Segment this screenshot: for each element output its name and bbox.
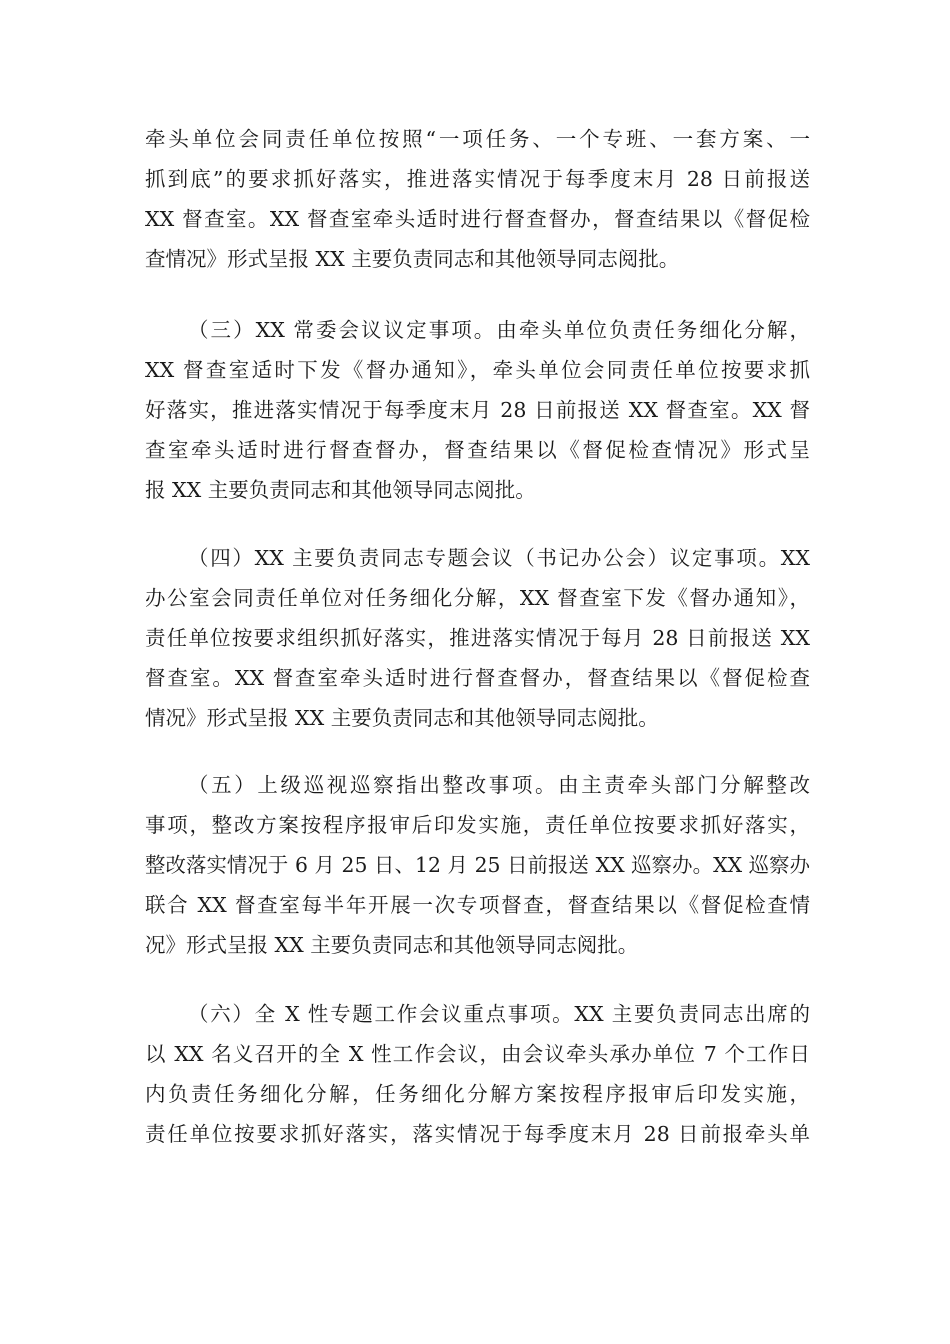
text-line: 以 XX 名义召开的全 X 性工作会议，由会议牵头承办单位 7 个工作日 — [145, 1042, 810, 1066]
paragraph-continuation — [145, 119, 810, 279]
paragraph-item-5 — [145, 765, 810, 965]
text-line: （六）全 X 性专题工作会议重点事项。XX 主要负责同志出席的 — [188, 1002, 810, 1026]
text-line: 督查室。XX 督查室牵头适时进行督查督办，督查结果以《督促检查 — [145, 666, 810, 690]
text-line: 情况》形式呈报 XX 主要负责同志和其他领导同志阅批。 — [145, 706, 659, 730]
text-line: （五）上级巡视巡察指出整改事项。由主责牵头部门分解整改 — [188, 773, 810, 797]
text-line: XX 督查室适时下发《督办通知》，牵头单位会同责任单位按要求抓 — [145, 358, 810, 382]
text-line: 责任单位按要求组织抓好落实，推进落实情况于每月 28 日前报送 XX — [145, 626, 810, 650]
text-line: 牵头单位会同责任单位按照“一项任务、一个专班、一套方案、一 — [145, 127, 810, 151]
text-line: 况》形式呈报 XX 主要负责同志和其他领导同志阅批。 — [145, 933, 639, 957]
text-line: 内负责任务细化分解，任务细化分解方案按程序报审后印发实施， — [145, 1082, 810, 1106]
text-line: 好落实，推进落实情况于每季度末月 28 日前报送 XX 督查室。XX 督 — [145, 398, 810, 422]
text-line: 查室牵头适时进行督查督办，督查结果以《督促检查情况》形式呈 — [145, 438, 810, 462]
text-line: 抓到底”的要求抓好落实，推进落实情况于每季度末月 28 日前报送 — [145, 167, 810, 191]
text-line: 办公室会同责任单位对任务细化分解，XX 督查室下发《督办通知》， — [145, 586, 810, 610]
text-line: 整改落实情况于 6 月 25 日、12 月 25 日前报送 XX 巡察办。XX 巡察办 — [145, 853, 810, 877]
text-line: （四）XX 主要负责同志专题会议（书记办公会）议定事项。XX — [188, 546, 810, 570]
text-line: XX 督查室。XX 督查室牵头适时进行督查督办，督查结果以《督促检 — [145, 207, 810, 231]
text-line: 责任单位按要求抓好落实，落实情况于每季度末月 28 日前报牵头单 — [145, 1122, 810, 1146]
text-line: 报 XX 主要负责同志和其他领导同志阅批。 — [145, 478, 536, 502]
paragraph-item-3 — [145, 310, 810, 510]
paragraph-item-6 — [145, 994, 810, 1154]
text-line: 查情况》形式呈报 XX 主要负责同志和其他领导同志阅批。 — [145, 247, 680, 271]
text-line: （三）XX 常委会议议定事项。由牵头单位负责任务细化分解， — [188, 318, 810, 342]
text-line: 联合 XX 督查室每半年开展一次专项督查，督查结果以《督促检查情 — [145, 893, 810, 917]
text-line: 事项，整改方案按程序报审后印发实施，责任单位按要求抓好落实， — [145, 813, 810, 837]
paragraph-item-4 — [145, 538, 810, 738]
